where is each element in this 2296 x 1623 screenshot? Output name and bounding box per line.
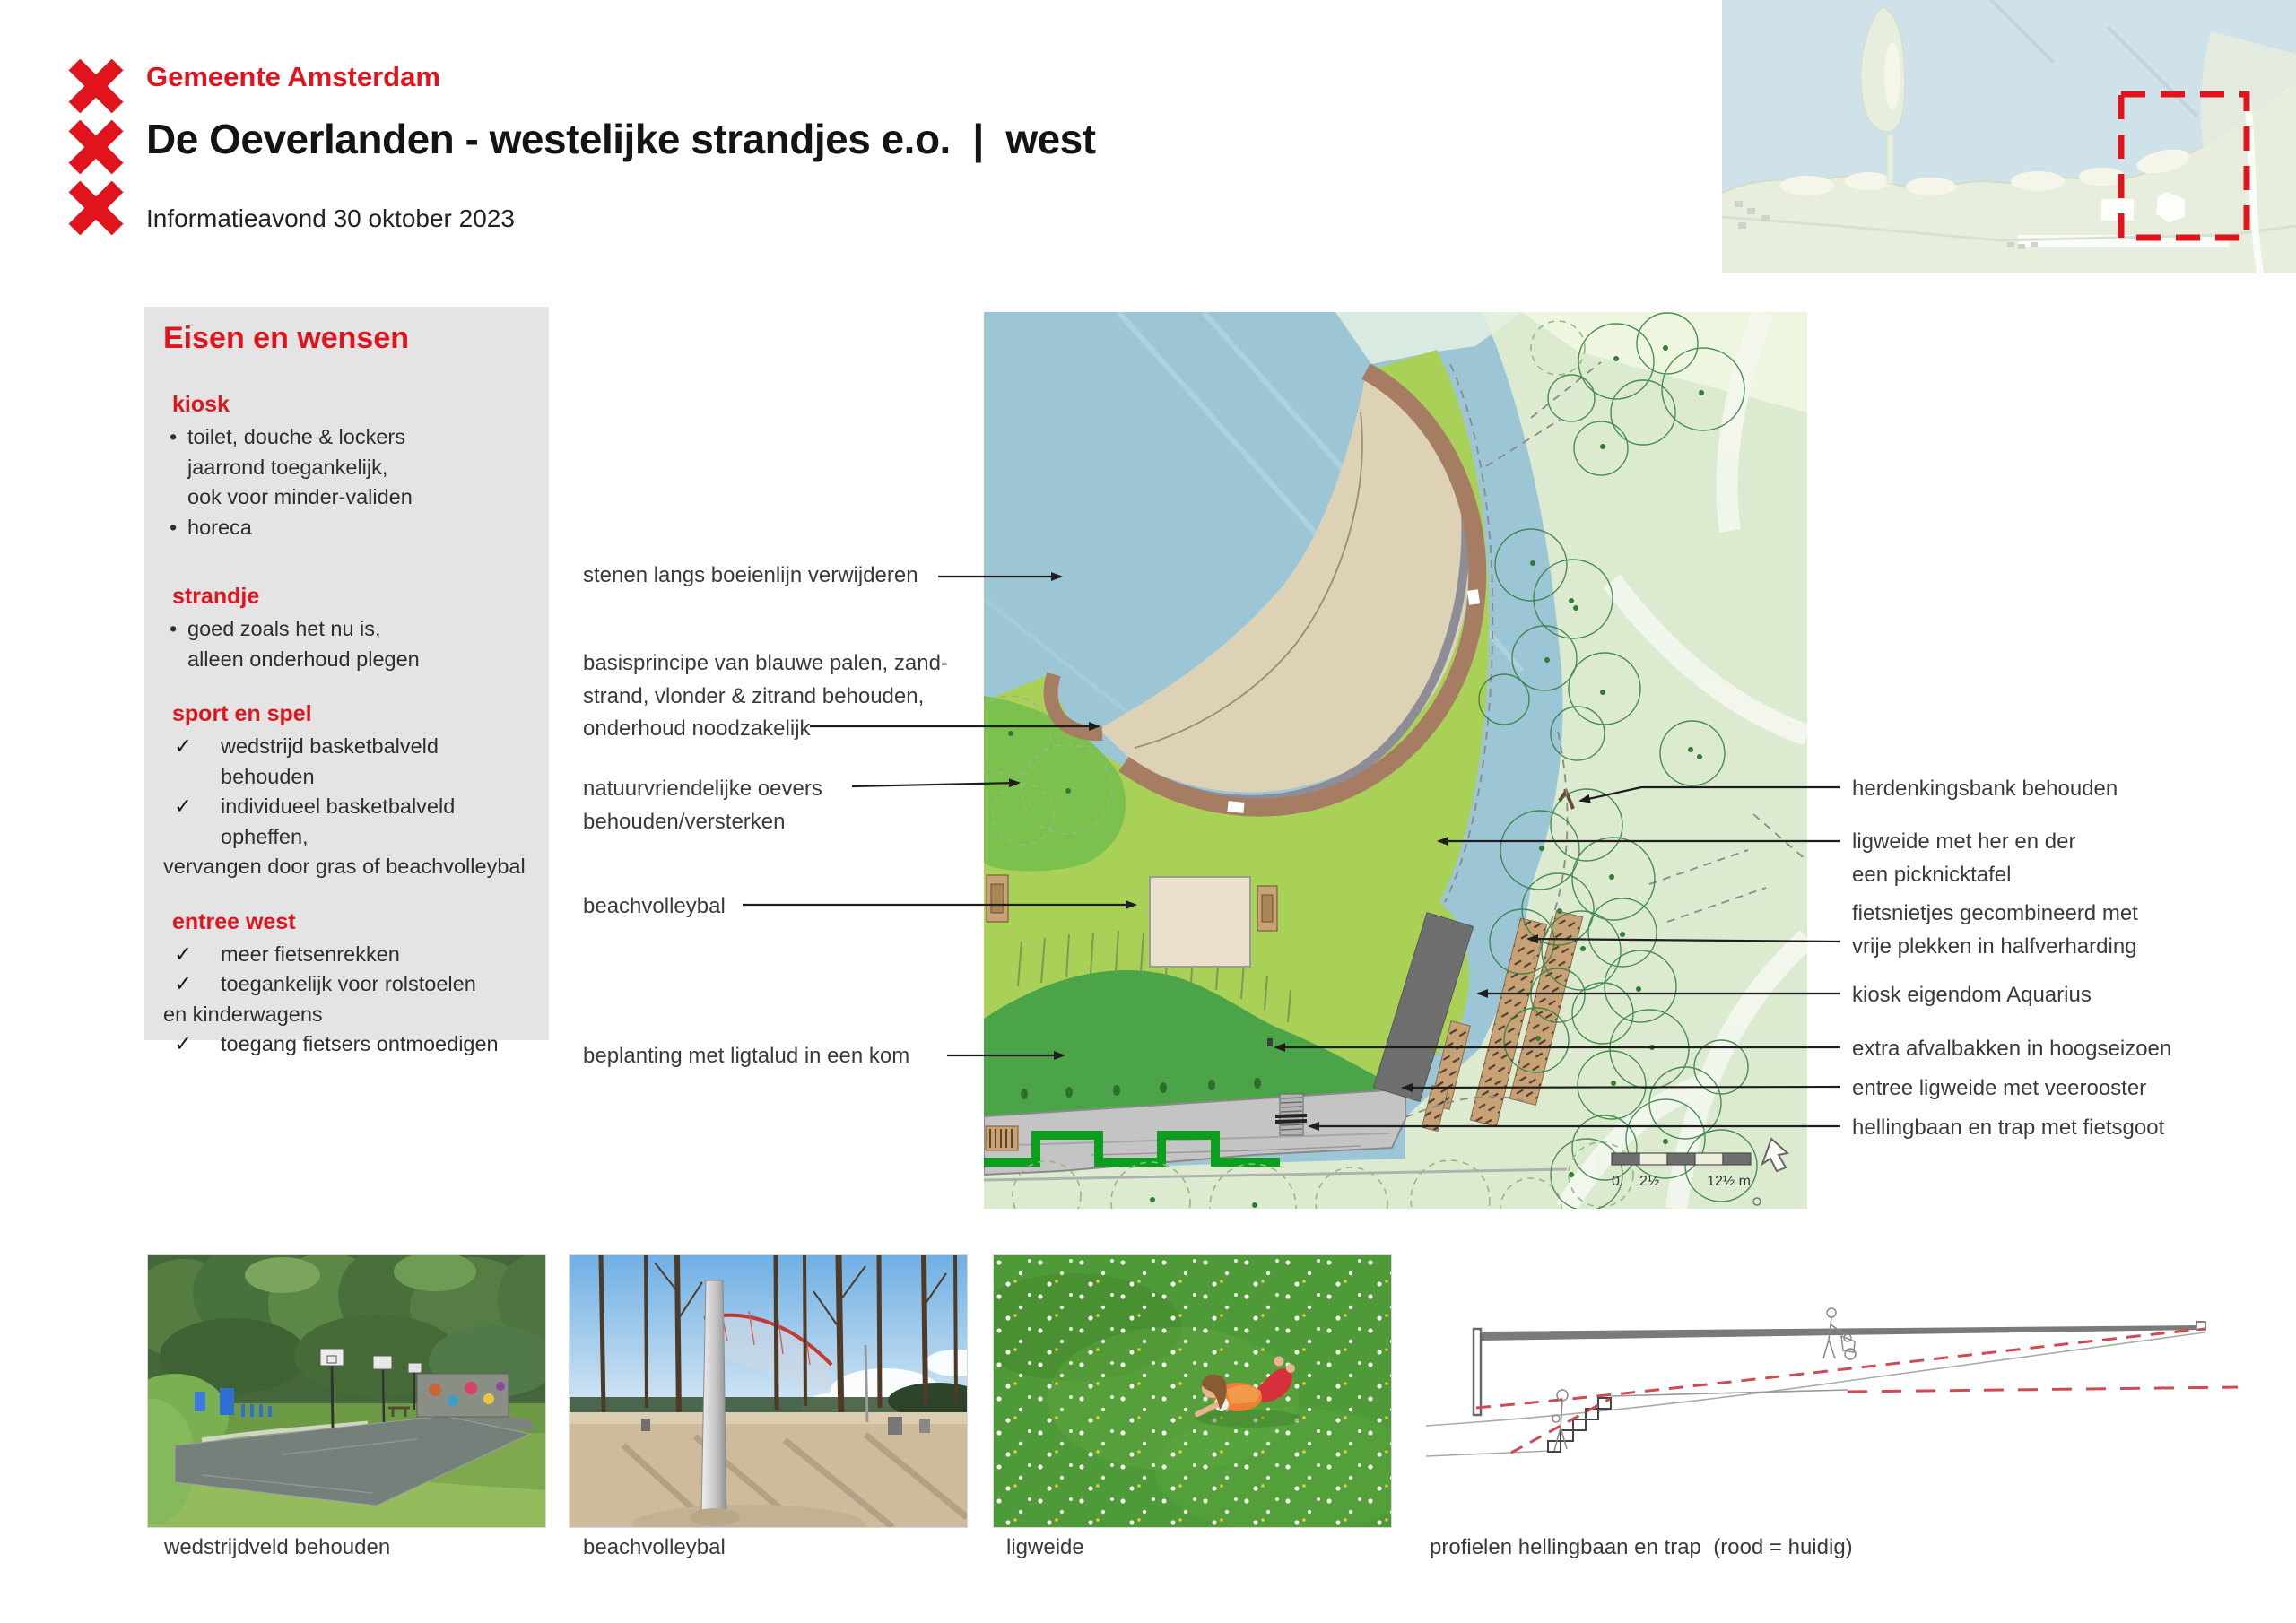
site-plan bbox=[984, 312, 1807, 1209]
annotation-entree-ligweide: entree ligweide met veerooster bbox=[1852, 1076, 2147, 1100]
list-item: • toilet, douche & lockers jaarrond toegankelijk, ook voor minder-validen bbox=[170, 425, 413, 508]
svg-text:2½: 2½ bbox=[1639, 1174, 1660, 1189]
annotation-basisprincipe: basisprincipe van blauwe palen, zand- strand, vlonder & zitrand behouden, onderhoud noodzakelijk bbox=[583, 651, 948, 741]
caption-ligweide: ligweide bbox=[1006, 1535, 1084, 1559]
afvalbak-icon bbox=[1267, 1038, 1273, 1046]
annotation-beplanting: beplanting met ligtalud in een kom bbox=[583, 1044, 910, 1068]
annotation-kiosk: kiosk eigendom Aquarius bbox=[1852, 983, 2092, 1007]
section-heading-kiosk: kiosk bbox=[172, 392, 230, 417]
annotation-afvalbakken: extra afvalbakken in hoogseizoen bbox=[1852, 1037, 2172, 1061]
caption-profielen: profielen hellingbaan en trap (rood = huidig) bbox=[1430, 1535, 1853, 1559]
beachvolleybal-veld bbox=[1150, 877, 1250, 967]
far-volleyball-pole bbox=[865, 1345, 867, 1422]
picknicktafel-icon bbox=[987, 875, 1008, 922]
list-item: ✓ toegang fietsers ontmoedigen bbox=[174, 1032, 499, 1056]
volleyball-pole bbox=[701, 1280, 726, 1515]
graffiti-wall bbox=[417, 1374, 509, 1417]
stairs-steps bbox=[1548, 1398, 1611, 1452]
ramp-wall bbox=[1474, 1329, 1481, 1415]
sidebar-eisen-en-wensen bbox=[144, 307, 549, 1056]
stairs bbox=[1275, 1094, 1307, 1135]
annotation-ligweide: ligweide met her en der een picknicktafel bbox=[1852, 829, 2076, 887]
photo-ligweide bbox=[994, 1255, 1391, 1527]
overview-locator-map bbox=[1722, 0, 2296, 273]
annotation-stenen: stenen langs boeienlijn verwijderen bbox=[583, 563, 918, 587]
svg-text:12½ m: 12½ m bbox=[1707, 1174, 1751, 1189]
caption-wedstrijdveld: wedstrijdveld behouden bbox=[164, 1535, 391, 1559]
sidebar-title: Eisen en wensen bbox=[163, 321, 409, 355]
gemeente-amsterdam-logo-icon bbox=[65, 59, 127, 239]
list-item: ✓ meer fietsenrekken bbox=[174, 942, 400, 967]
annotation-hellingbaan: hellingbaan en trap met fietsgoot bbox=[1852, 1115, 2165, 1140]
profiles-drawing bbox=[1426, 1302, 2242, 1517]
photo-beachvolleybal bbox=[570, 1255, 967, 1527]
current-profile-line bbox=[1476, 1329, 2205, 1408]
picknicktafel-icon bbox=[1257, 886, 1277, 931]
list-item: • horeca bbox=[170, 515, 252, 539]
annotation-herdenkingsbank: herdenkingsbank behouden bbox=[1852, 777, 2118, 801]
brand-name: Gemeente Amsterdam bbox=[146, 61, 440, 92]
annotation-fietsnietjes: fietsnietjes gecombineerd met vrije plekken in halfverharding bbox=[1852, 901, 2138, 959]
list-item: ✓ toegankelijk voor rolstoelen en kinderwagens bbox=[163, 972, 476, 1026]
picnic-deck bbox=[986, 1126, 1018, 1150]
photo-wedstrijdveld bbox=[148, 1255, 545, 1527]
list-item: ✓ wedstrijd basketbalveld behouden bbox=[174, 734, 439, 788]
section-heading-sport-en-spel: sport en spel bbox=[172, 701, 312, 726]
list-item: ✓ individueel basketbalveld opheffen, vervangen door gras of beachvolleybal bbox=[163, 794, 526, 878]
caption-beachvolleybal: beachvolleybal bbox=[583, 1535, 726, 1559]
section-heading-entree-west: entree west bbox=[172, 908, 296, 934]
annotation-beachvolleybal: beachvolleybal bbox=[583, 894, 726, 918]
svg-text:0: 0 bbox=[1612, 1174, 1620, 1189]
page-title: De Oeverlanden - westelijke strandjes e.o. | west bbox=[146, 116, 1096, 162]
page-subtitle: Informatieavond 30 oktober 2023 bbox=[146, 204, 515, 232]
section-heading-strandje: strandje bbox=[172, 584, 260, 609]
list-item: • goed zoals het nu is, alleen onderhoud plegen bbox=[170, 617, 420, 671]
annotation-oevers: natuurvriendelijke oevers behouden/versterken bbox=[583, 777, 822, 834]
